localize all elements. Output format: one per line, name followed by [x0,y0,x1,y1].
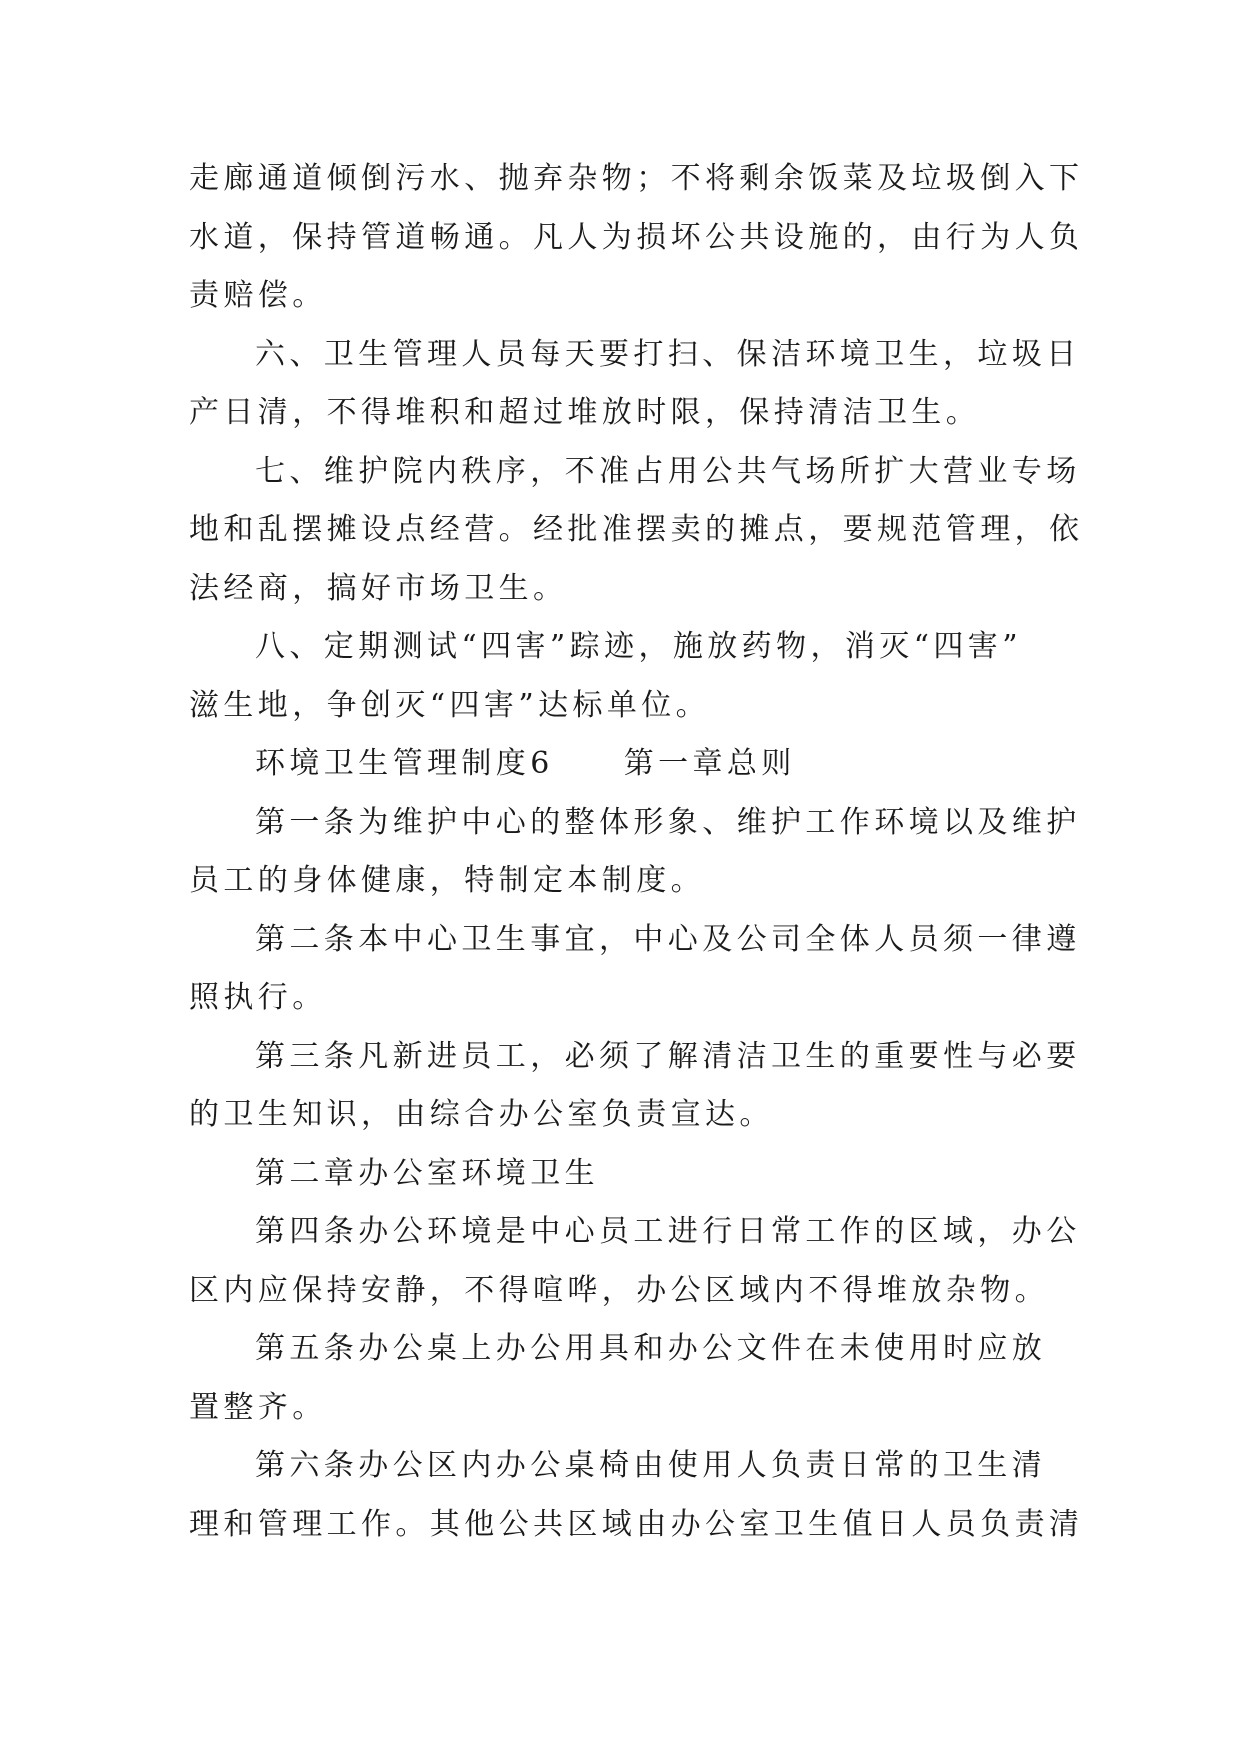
text-line: 第二条本中心卫生事宜，中心及公司全体人员须一律遵 [255,921,1081,957]
text-line: 员工的身体健康，特制定本制度。 [189,863,705,898]
text-line: 走廊通道倾倒污水、抛弃杂物；不将剩余饭菜及垃圾倒入下 [189,161,1084,196]
text-line: 责赔偿。 [189,278,327,313]
text-line: 第五条办公桌上办公用具和办公文件在未使用时应放 [255,1331,1047,1366]
text-line: 第四条办公环境是中心员工进行日常工作的区域，办公 [255,1214,1081,1249]
text-line: 照执行。 [189,980,327,1015]
chapter-heading: 第一章总则 [623,746,796,781]
text-line: 区内应保持安静，不得喧哗，办公区域内不得堆放杂物。 [189,1272,1049,1308]
text-line: 水道，保持管道畅通。凡人为损坏公共设施的，由行为人负 [189,219,1084,255]
section-title-line [189,735,1059,794]
document-title: 环境卫生管理制度6 [255,746,554,781]
text-line: 的卫生知识，由综合办公室负责宣达。 [189,1097,774,1132]
text-line: 地和乱摆摊设点经营。经批准摆卖的摊点，要规范管理，依 [189,512,1084,547]
text-line: 七、维护院内秩序，不准占用公共气场所扩大营业专场 [255,453,1081,489]
document-body [189,150,1084,1554]
text-line: 理和管理工作。其他公共区域由办公室卫生值日人员负责清 [189,1506,1084,1542]
text-line: 第三条凡新进员工，必须了解清洁卫生的重要性与必要 [255,1038,1081,1074]
text-line: 置整齐。 [189,1389,327,1425]
text-line: 八、定期测试“四害”踪迹，施放药物，消灭“四害” [255,629,1022,664]
chapter-heading: 第二章办公室环境卫生 [255,1155,599,1191]
text-line: 法经商，搞好市场卫生。 [189,570,568,606]
text-line: 第六条办公区内办公桌椅由使用人负责日常的卫生清 [255,1448,1047,1483]
text-line: 产日清，不得堆积和超过堆放时限，保持清洁卫生。 [189,395,981,430]
text-line: 第一条为维护中心的整体形象、维护工作环境以及维护 [255,804,1081,840]
text-line: 六、卫生管理人员每天要打扫、保洁环境卫生，垃圾日 [255,336,1081,372]
text-line: 滋生地，争创灭“四害”达标单位。 [189,687,711,723]
